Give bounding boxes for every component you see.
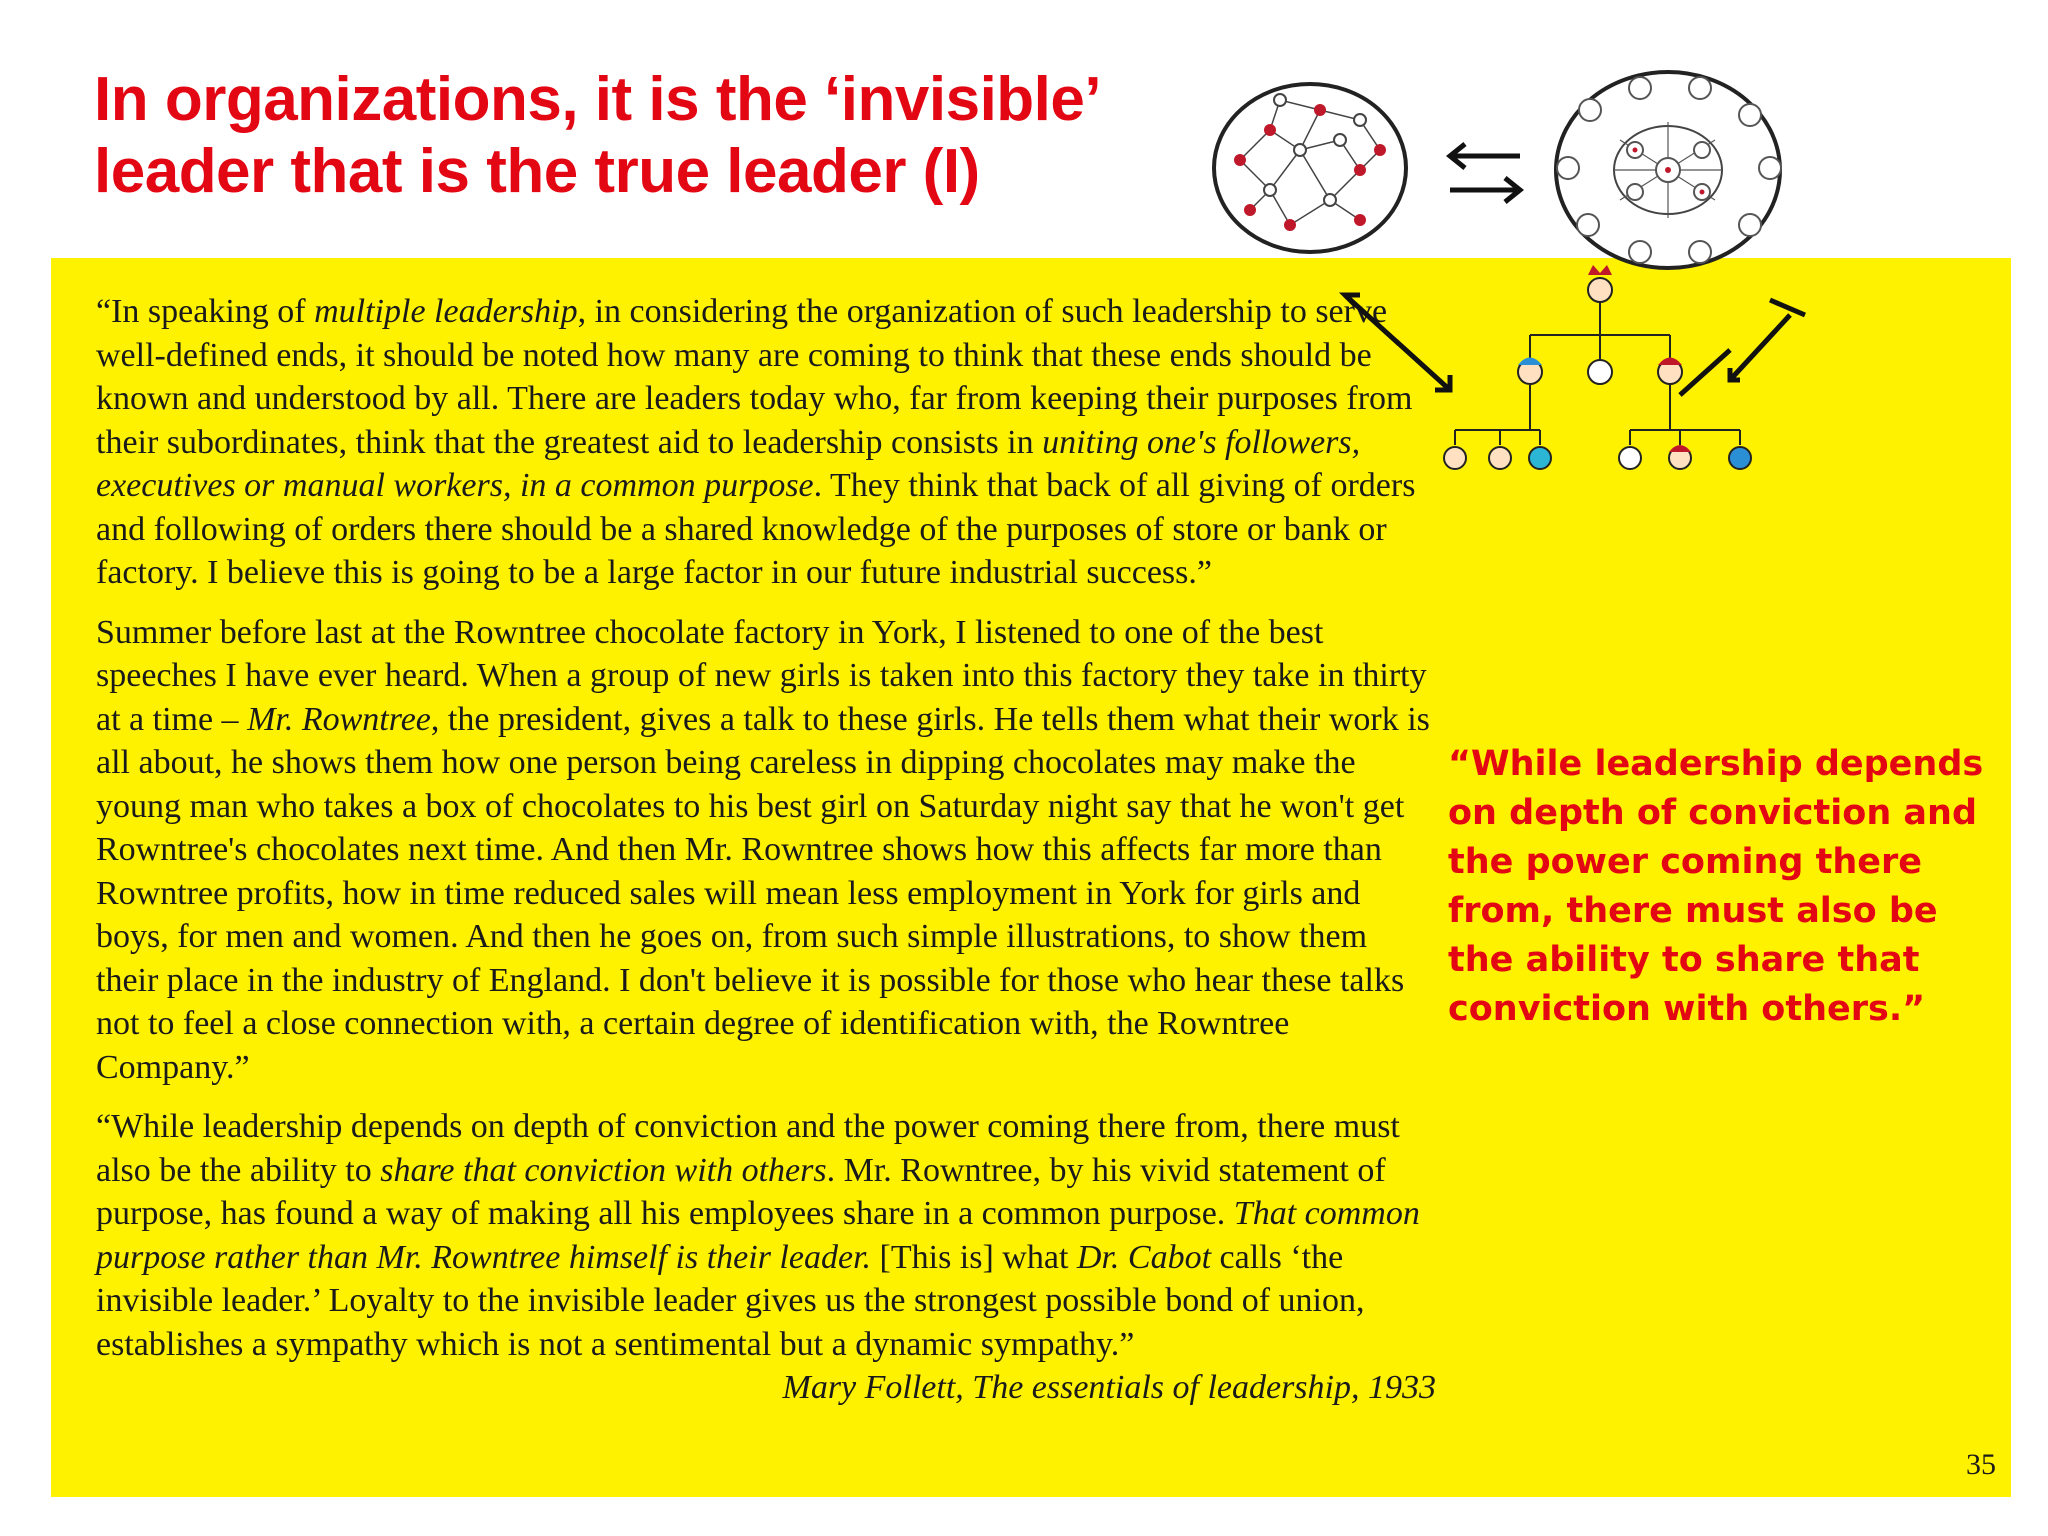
paragraph-3-text — [96, 1108, 1420, 1363]
title-line-2: leader that is the true leader (I) — [94, 137, 980, 206]
text-run: “In speaking of — [96, 293, 315, 330]
italic-run: multiple leadership — [314, 293, 578, 330]
text-run: “While leadership depends on depth of conviction and the power coming there from, there must also be the ability to — [96, 1108, 1400, 1189]
pull-quote: “While leadership depends on depth of conviction and the power coming there from, there must also be the ability to share that conviction with others.” — [1448, 744, 1984, 1029]
hub-network-icon — [1556, 72, 1781, 268]
text-run: calls ‘the invisible leader.’ Loyalty to the invisible leader gives us the strongest possible bond of union, establishes a sympathy which is not a sentimental but a dynamic sympathy.” — [96, 1238, 1365, 1363]
network-cluster-icon — [1214, 84, 1406, 252]
text-run: , the president, gives a talk to these girls. He tells them what their work is all about, he shows them how one person being careless in dipping chocolates may make the young man who takes a box of chocolates to his best girl on Saturday night say that he won't get Rowntree's chocolates next time. And then Mr. Rowntree shows how this affects far more than Rowntree profits, how in time reduced sales will mean less employment in York for girls and boys, for men and women. And then he goes on, from such simple illustrations, to show them their place in the industry of England. I don't believe it is possible for those who hear these talks not to feel a close connection with, a certain degree of identification with, the Rowntree Company.” — [96, 700, 1430, 1086]
italic-run: share that conviction with others — [380, 1151, 827, 1189]
text-run: . They think that back of all giving of orders and following of orders there should be a shared knowledge of the purposes of store or bank or factory. I believe this is going to be a large factor in our future industrial success.” — [96, 467, 1416, 591]
text-run: . Mr. Rowntree, by his vivid statement of purpose, has found a way of making all his employees share in a common purpose. — [96, 1151, 1386, 1232]
italic-run: That common purpose rather than Mr. Rowntree himself is their leader. — [96, 1195, 1420, 1276]
text-run: Summer before last at the Rowntree chocolate factory in York, I listened to one of the best speeches I have ever heard. When a group of new girls is taken into this factory they take in thirty at a time – — [96, 613, 1427, 738]
org-chart-icon — [1444, 265, 1751, 469]
title-line-1: In organizations, it is the ‘invisible’ — [94, 65, 1102, 134]
italic-run: Dr. Cabot — [1076, 1238, 1212, 1276]
text-run: , in considering the organization of such leadership to serve well-defined ends, it should be noted how many are coming to think that these ends should be known and understood by all. There are leaders today who, far from keeping their purposes from their subordinates, think that the greatest aid to leadership consists in — [96, 293, 1413, 461]
paragraph-3 — [96, 1105, 1436, 1406]
leadership-illustration — [1210, 60, 1990, 500]
text-run: [This is] what — [871, 1238, 1077, 1276]
page-number: 35 — [1966, 1448, 1996, 1481]
slide-title — [94, 64, 1214, 208]
attribution: Mary Follett, The essentials of leadership, 1933 — [782, 1369, 1436, 1406]
paragraph-2 — [96, 611, 1436, 1090]
italic-run: uniting one's followers, executives or manual workers, in a common purpose — [96, 423, 1361, 504]
exchange-arrows-icon — [1450, 144, 1520, 202]
italic-run: Mr. Rowntree — [247, 700, 431, 738]
